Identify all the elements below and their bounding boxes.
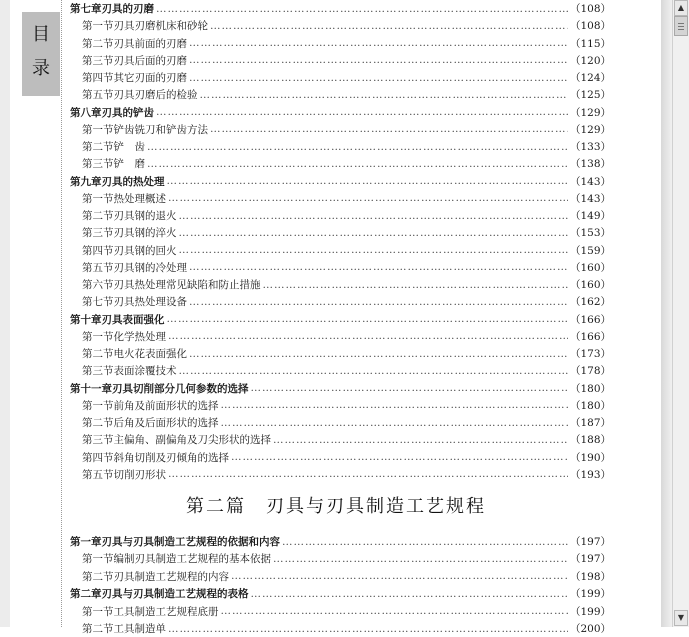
toc-entry-title: 刃具切削部分几何参数的选择 [112, 382, 249, 395]
toc-dot-leader [210, 20, 568, 32]
toc-dot-leader [231, 570, 568, 582]
toc-dot-leader [251, 588, 569, 600]
toc-dot-leader [179, 365, 569, 377]
toc-dot-leader [221, 417, 569, 429]
toc-dot-leader [189, 261, 568, 273]
toc-section-row[interactable] [70, 259, 612, 276]
toc-section-row[interactable] [70, 328, 612, 345]
toc-page-number: （200） [570, 623, 612, 635]
toc-entry-title: 铲 齿 [113, 141, 145, 153]
toc-entry-title: 刃具钢的淬火 [113, 227, 177, 240]
toc-dot-leader [221, 605, 569, 617]
toc-entry-title: 热处理概述 [113, 192, 166, 205]
toc-entry-number: 第一节 [82, 192, 114, 205]
toc-page-number: （124） [570, 72, 612, 84]
toc-dot-leader [282, 536, 568, 548]
toc-section-row[interactable] [70, 362, 612, 379]
toc-entry-number: 第三节 [82, 54, 114, 67]
toc-entry-title: 铲齿铣刀和铲齿方法 [113, 123, 208, 136]
toc-chapter-row[interactable] [70, 173, 612, 190]
toc-dot-leader [179, 227, 569, 239]
toc-entry-title: 表面涂覆技术 [113, 365, 177, 378]
toc-entry-title: 前角及前面形状的选择 [113, 399, 219, 412]
toc-section-row[interactable] [70, 190, 612, 207]
toc-entry-number: 第三节 [82, 365, 114, 378]
toc-section-row[interactable] [70, 620, 612, 637]
scroll-down-button[interactable]: ▼ [674, 610, 688, 626]
toc-entry-title: 铲 磨 [113, 158, 145, 171]
toc-entry-title: 刃具的铲齿 [101, 106, 154, 119]
toc-page-number: （173） [570, 348, 612, 360]
toc-entry-title: 刃具后面的刃磨 [113, 54, 187, 67]
toc-page-number: （160） [570, 261, 612, 274]
toc-entry-number: 第五节 [82, 89, 114, 102]
contents-tab-char: 目 [32, 24, 50, 45]
toc-section-row[interactable] [70, 242, 612, 259]
toc-section-row[interactable] [70, 293, 612, 310]
toc-page-number: （188） [570, 434, 612, 447]
toc-entry-title: 刃具的刃磨 [101, 3, 154, 15]
toc-entry-title: 刃具刃磨机床和砂轮 [113, 20, 208, 33]
toc-entry-title: 刃具表面强化 [101, 313, 165, 326]
toc-section-row[interactable] [70, 138, 612, 155]
toc-page-number: （138） [570, 158, 612, 171]
toc-entry-title: 刃具热处理常见缺陷和防止措施 [113, 279, 261, 291]
toc-page-number: （153） [570, 227, 612, 240]
toc-page-number: （187） [570, 417, 612, 429]
toc-section-row[interactable] [70, 603, 612, 620]
toc-entry-number: 第五节 [82, 261, 114, 274]
toc-entry-title: 刃具与刃具制造工艺规程的表格 [101, 588, 249, 601]
toc-page-number: （143） [570, 192, 612, 205]
toc-entry-title: 刃具与刃具制造工艺规程的依据和内容 [101, 536, 280, 548]
toc-chapter-row[interactable] [70, 585, 612, 602]
toc-page-number: （198） [570, 570, 612, 583]
toc-entry-number: 第四节 [82, 72, 114, 84]
toc-section-row[interactable] [70, 345, 612, 362]
toc-entry-number: 第八章 [70, 106, 102, 119]
page-spine-dotted-line [61, 0, 62, 627]
toc-section-row[interactable] [70, 207, 612, 224]
toc-entry-title: 刃具钢的回火 [113, 244, 177, 257]
scroll-thumb[interactable] [674, 16, 688, 36]
toc-page-number: （197） [570, 536, 612, 548]
toc-dot-leader [189, 72, 568, 84]
toc-section-row[interactable] [70, 449, 612, 466]
toc-section-row[interactable] [70, 276, 612, 293]
toc-entry-title: 编制刃具制造工艺规程的基本依据 [113, 553, 271, 566]
toc-chapter-row[interactable] [70, 0, 612, 17]
toc-entry-number: 第七节 [82, 296, 114, 309]
toc-entry-number: 第十一章 [70, 382, 112, 395]
toc-entry-number: 第二章 [70, 588, 102, 601]
toc-entry-title: 刃具前面的刃磨 [113, 37, 187, 50]
toc-page-number: （199） [570, 605, 612, 618]
toc-dot-leader [189, 348, 568, 360]
toc-entry-title: 化学热处理 [113, 330, 166, 343]
toc-dot-leader [168, 623, 568, 635]
toc-dot-leader [156, 3, 568, 15]
toc-dot-leader [221, 399, 569, 411]
toc-entry-number: 第七章 [70, 3, 102, 15]
grip-line [678, 29, 684, 30]
toc-entry-number: 第一节 [82, 399, 114, 412]
toc-entry-number: 第四节 [82, 244, 114, 257]
toc-entry-number: 第一章 [70, 536, 102, 548]
toc-chapter-row[interactable] [70, 104, 612, 121]
toc-dot-leader [179, 210, 569, 222]
toc-entry-number: 第一节 [82, 123, 114, 136]
toc-entry-number: 第二节 [82, 417, 114, 429]
toc-entry-number: 第四节 [82, 451, 114, 464]
toc-page-number: （197） [570, 553, 612, 566]
toc-page-number: （199） [570, 588, 612, 601]
toc-dot-leader [210, 123, 568, 135]
toc-dot-leader [189, 37, 568, 49]
toc-dot-leader [189, 296, 568, 308]
toc-section-row[interactable] [70, 35, 612, 52]
toc-page-number: （159） [570, 244, 612, 257]
grip-line [678, 26, 684, 27]
toc-entry-number: 第二节 [82, 210, 114, 222]
toc-entry-number: 第二节 [82, 623, 114, 635]
toc-entry-title: 刃具刃磨后的检验 [113, 89, 198, 102]
toc-entry-number: 第六节 [82, 279, 114, 291]
toc-entry-number: 第三节 [82, 158, 114, 171]
contents-tab [22, 12, 60, 96]
toc-chapter-row[interactable] [70, 533, 612, 550]
toc-page-number: （108） [570, 3, 612, 15]
toc-dot-leader [251, 382, 569, 394]
scroll-up-button[interactable]: ▲ [674, 0, 688, 16]
toc-dot-leader [168, 192, 568, 204]
toc-entry-number: 第二节 [82, 37, 114, 50]
toc-entry-number: 第三节 [82, 434, 114, 447]
toc-section-row[interactable] [70, 466, 612, 483]
toc-entry-title: 斜角切削及刃倾角的选择 [113, 451, 229, 464]
toc-page-number: （108） [570, 20, 612, 33]
toc-page-number: （178） [570, 365, 612, 378]
toc-section-row[interactable] [70, 52, 612, 69]
contents-tab-char: 录 [32, 58, 50, 79]
toc-page-number: （129） [570, 106, 612, 119]
toc-section-row[interactable] [70, 17, 612, 34]
toc-section-row[interactable] [70, 568, 612, 585]
toc-page-number: （166） [570, 330, 612, 343]
toc-entry-title: 后角及后面形状的选择 [113, 417, 219, 429]
toc-entry-title: 工具制造工艺规程底册 [113, 605, 219, 618]
toc-section-row[interactable] [70, 155, 612, 172]
toc-dot-leader [156, 106, 568, 118]
toc-entry-title: 刃具热处理设备 [113, 296, 187, 309]
toc-entry-title: 电火花表面强化 [113, 348, 187, 360]
toc-entry-title: 工具制造单 [113, 623, 166, 635]
toc-dot-leader [200, 89, 569, 101]
toc-page-number: （133） [570, 141, 612, 153]
toc-page-number: （162） [570, 296, 612, 309]
toc-dot-leader [168, 330, 568, 342]
vertical-scrollbar[interactable] [672, 0, 689, 627]
toc-entry-title: 刃具制造工艺规程的内容 [113, 570, 229, 583]
toc-section-row[interactable] [70, 414, 612, 431]
toc-entry-number: 第二节 [82, 348, 114, 360]
toc-dot-leader [147, 158, 568, 170]
toc-page-number: （180） [570, 399, 612, 412]
toc-page-number: （149） [570, 210, 612, 222]
toc-page-number: （193） [570, 468, 612, 481]
toc-entry-title: 刃具的热处理 [101, 175, 165, 188]
toc-dot-leader [179, 244, 569, 256]
toc-entry-title: 刃具钢的冷处理 [113, 261, 187, 274]
toc-entry-number: 第九章 [70, 175, 102, 188]
toc-page-number: （166） [570, 313, 612, 326]
toc-section-row[interactable] [70, 397, 612, 414]
toc-section-row[interactable] [70, 224, 612, 241]
toc-entry-number: 第一节 [82, 605, 114, 618]
toc-dot-leader [189, 54, 568, 66]
toc-page-number: （115） [570, 37, 612, 50]
toc-page-number: （143） [570, 175, 612, 188]
toc-section-row[interactable] [70, 69, 612, 86]
toc-section-row[interactable] [70, 431, 612, 448]
toc-dot-leader [167, 175, 569, 187]
toc-dot-leader [168, 468, 568, 480]
toc-entry-title: 其它刃面的刃磨 [113, 72, 187, 84]
page-shadow [661, 0, 672, 627]
toc-dot-leader [167, 313, 569, 325]
toc-entry-number: 第二节 [82, 141, 114, 153]
grip-line [678, 23, 684, 24]
toc-dot-leader [147, 141, 568, 153]
toc-entry-title: 切削刃形状 [113, 468, 166, 481]
toc-entry-number: 第五节 [82, 468, 114, 481]
toc-section-row[interactable] [70, 121, 612, 138]
toc-entry-title: 主偏角、副偏角及刀尖形状的选择 [113, 434, 271, 447]
toc-dot-leader [273, 434, 568, 446]
toc-chapter-row[interactable] [70, 380, 612, 397]
toc-entry-number: 第一节 [82, 553, 114, 566]
toc-entry-number: 第一节 [82, 330, 114, 343]
toc-page-number: （160） [570, 279, 612, 291]
toc-entry-number: 第三节 [82, 227, 114, 240]
toc-dot-leader [263, 279, 569, 291]
toc-page-number: （129） [570, 123, 612, 136]
toc-page-number: （120） [570, 54, 612, 67]
toc-dot-leader [231, 451, 568, 463]
toc-page-number: （190） [570, 451, 612, 464]
toc-entry-number: 第十章 [70, 313, 102, 326]
toc-section-row[interactable] [70, 86, 612, 103]
toc-chapter-row[interactable] [70, 311, 612, 328]
part-heading: 第二篇 刃具与刃具制造工艺规程 [186, 496, 486, 517]
toc-entry-number: 第二节 [82, 570, 114, 583]
toc-entry-number: 第一节 [82, 20, 114, 33]
toc-section-row[interactable] [70, 550, 612, 567]
toc-page-number: （180） [570, 382, 612, 395]
toc-dot-leader [273, 553, 568, 565]
toc-entry-title: 刃具钢的退火 [113, 210, 177, 222]
toc-page-number: （125） [570, 89, 612, 102]
